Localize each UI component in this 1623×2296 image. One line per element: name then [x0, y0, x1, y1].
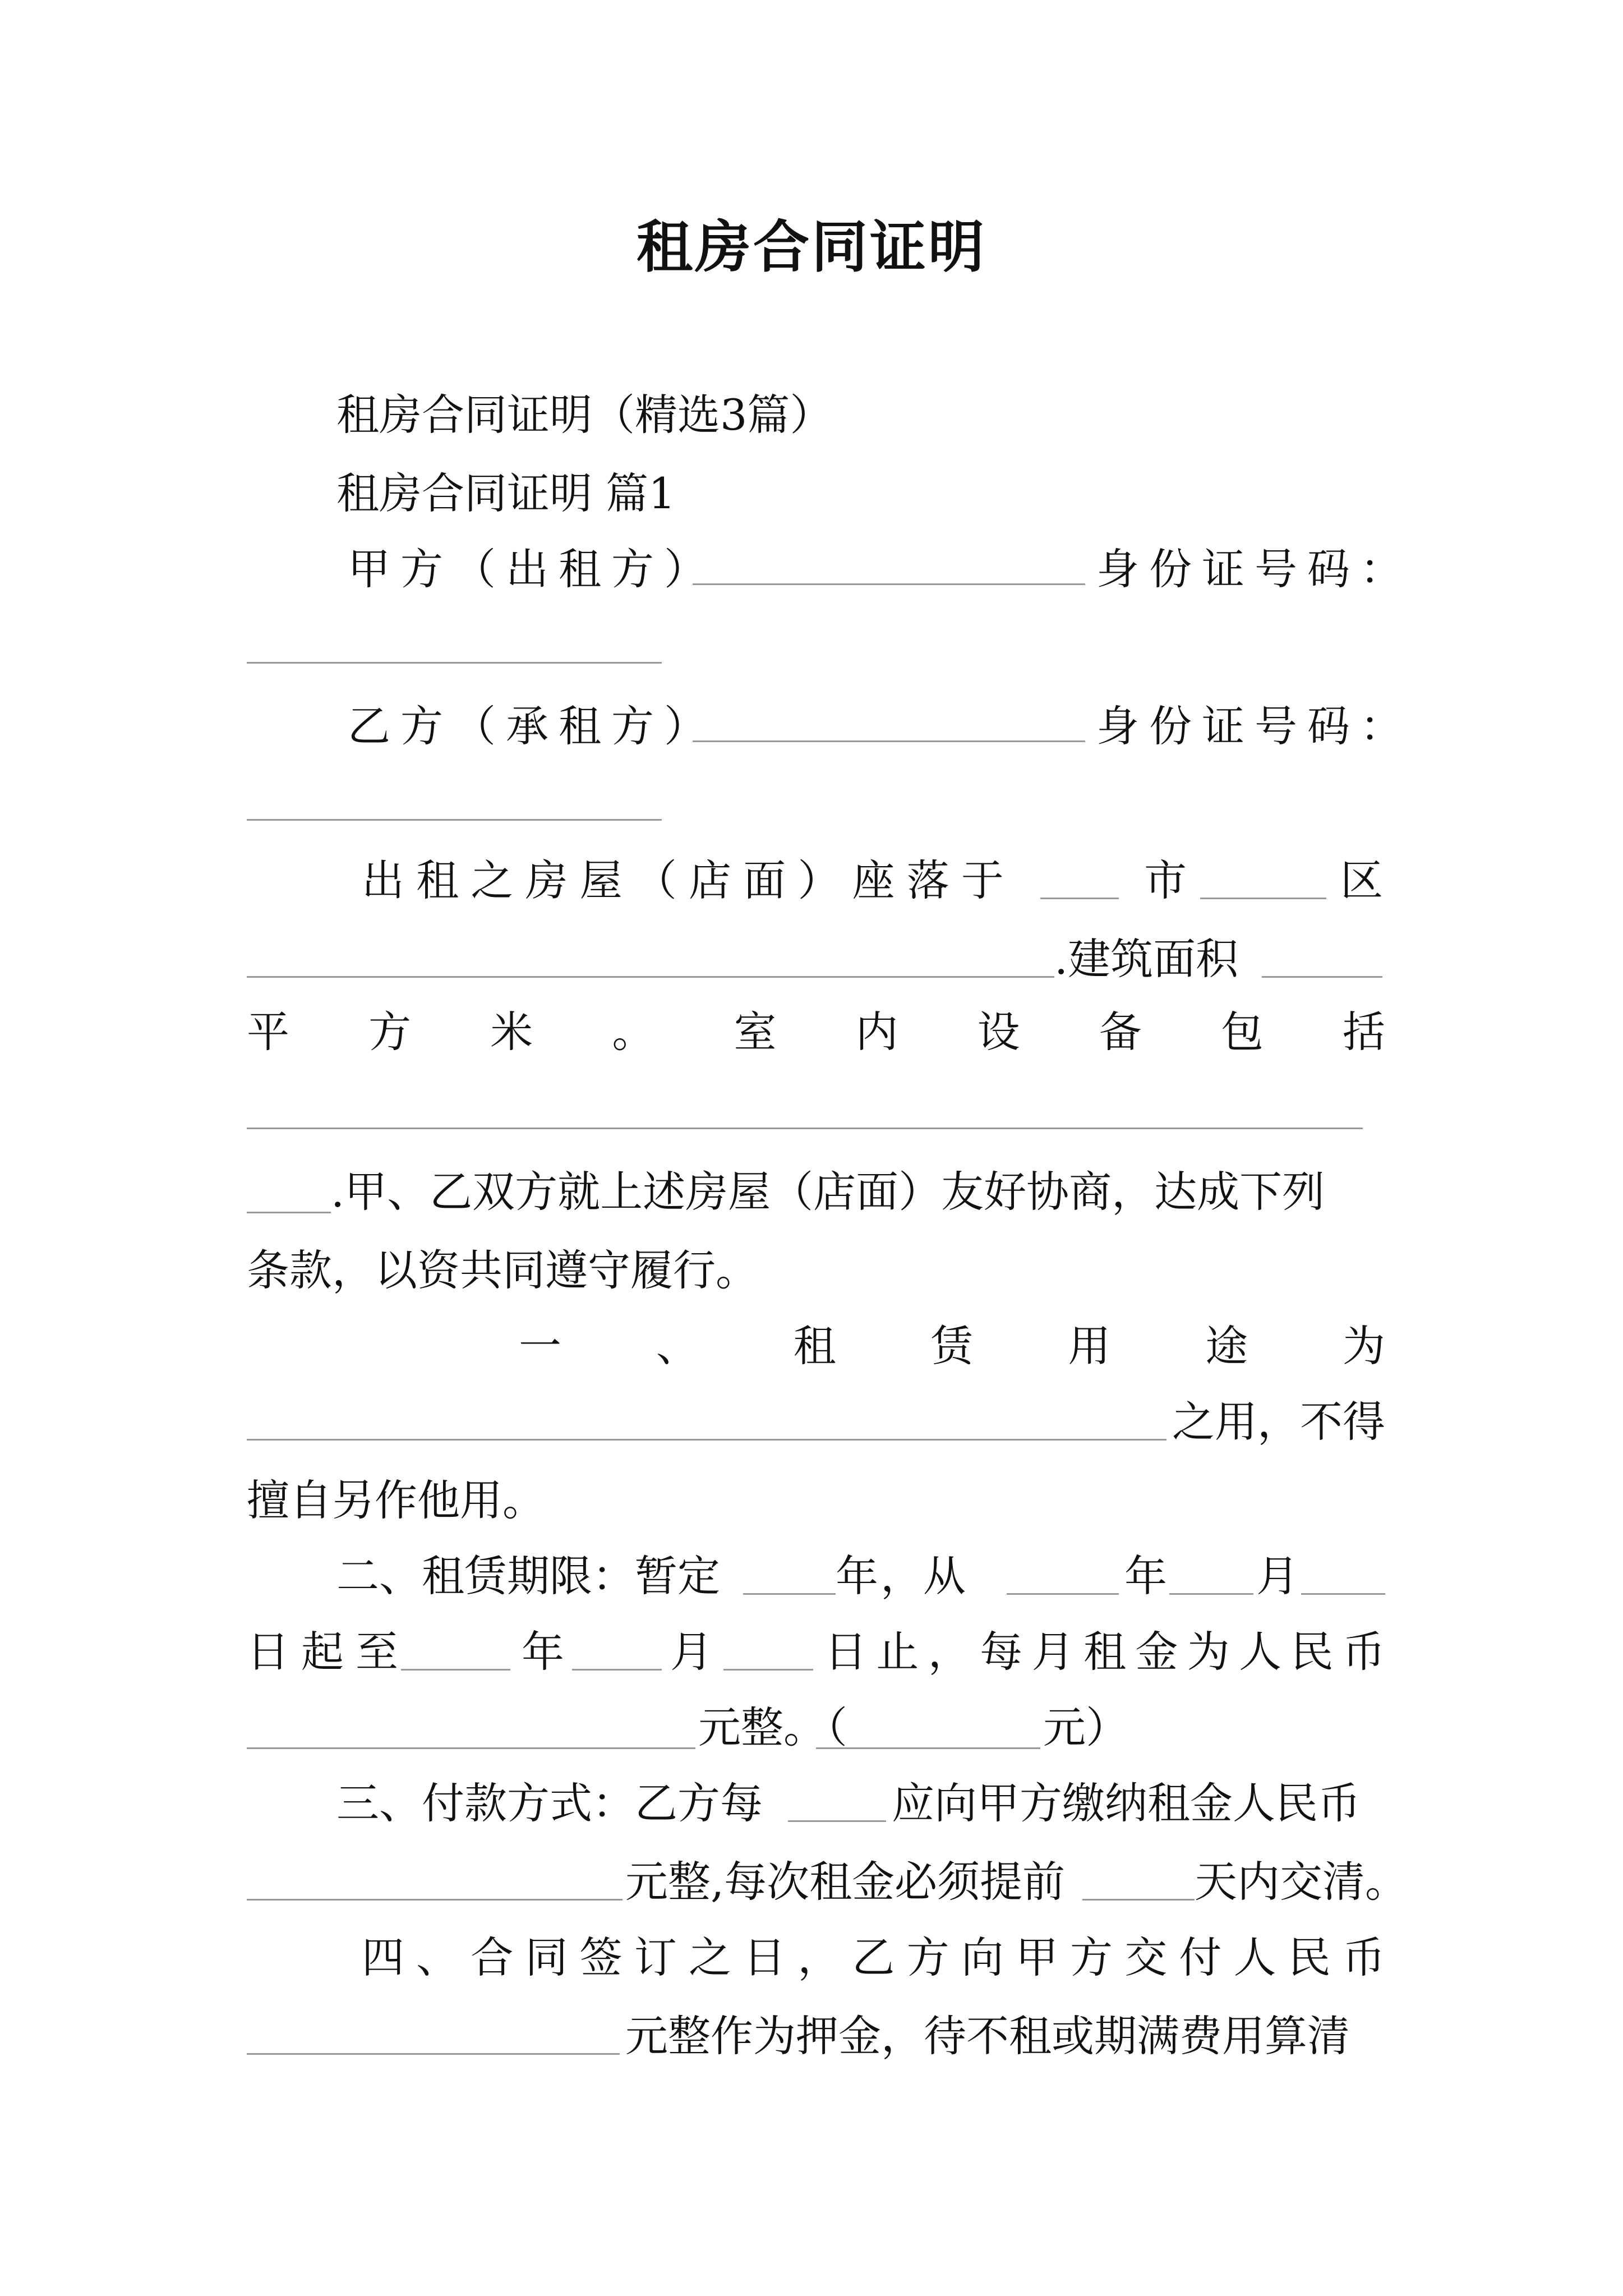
end-month-blank — [572, 1669, 662, 1671]
city-label: 市 — [1144, 855, 1187, 905]
clause-3-text: 应向甲方缴纳租金人民币 — [892, 1778, 1361, 1828]
party-b-label: 乙方（承租方） — [348, 701, 717, 751]
end-day-blank — [723, 1669, 813, 1671]
year-label: 年 — [836, 1551, 878, 1601]
clause-1-line-3: 擅自另作他用。 — [247, 1475, 545, 1525]
document-title: 租房合同证明 — [637, 214, 986, 280]
purpose-blank — [247, 1439, 1166, 1441]
start-month-label: 月 — [1256, 1551, 1299, 1601]
from-label: ，从 — [880, 1551, 966, 1601]
rent-yuan-label: 元整。（ — [698, 1703, 847, 1752]
term-years-blank — [743, 1593, 836, 1595]
party-b-name-blank — [693, 740, 1085, 742]
start-year-blank — [1007, 1593, 1119, 1595]
deposit-amount-blank — [247, 2053, 620, 2055]
term-row2-start: 日 起 至 — [247, 1627, 398, 1677]
party-a-id-blank — [247, 662, 662, 664]
agreement-line-1: .甲、乙双方就上述房屋（店面）友好协商，达成下列 — [331, 1167, 1325, 1217]
document-subtitle: 租房合同证明（精选3篇） — [336, 390, 833, 440]
clause-2-label: 二、租赁期限：暂定 — [336, 1551, 720, 1601]
district-label: 区 — [1340, 855, 1383, 905]
clause-3-text-3: 天内交清。 — [1195, 1857, 1408, 1907]
rent-yuan-close: 元） — [1043, 1703, 1128, 1752]
term-row2-tail: 日 止 ， 每 月 租 金 为 人 民 币 — [824, 1627, 1385, 1677]
payment-amount-blank — [247, 1899, 623, 1901]
end-month-label: 月 — [670, 1627, 713, 1677]
clause-1-line-2: 之用，不得 — [1172, 1397, 1385, 1447]
start-day-blank — [1301, 1593, 1385, 1595]
clause-3-text-2: 元整,每次租金必须提前 — [625, 1857, 1066, 1907]
start-month-blank — [1169, 1593, 1253, 1595]
rent-figure-blank — [816, 1747, 1040, 1749]
party-b-id-label: 身份证号码： — [1096, 701, 1413, 751]
clause-4-line-2: 元整作为押金，待不租或期满费用算清 — [625, 2011, 1350, 2061]
district-blank — [1200, 898, 1326, 899]
city-blank — [1040, 898, 1119, 899]
end-year-label: 年 — [522, 1627, 564, 1677]
location-label: 出 租 之 房 屋 （ 店 面 ） 座 落 于 — [362, 855, 1004, 905]
area-blank — [1262, 976, 1382, 978]
payment-days-blank — [1082, 1899, 1195, 1901]
start-year-label: 年 — [1124, 1551, 1167, 1601]
party-a-name-blank — [693, 583, 1085, 585]
agreement-line-2: 条款，以资共同遵守履行。 — [247, 1245, 758, 1295]
clause-4-line-1: 四 、 合 同 签 订 之 日 ， 乙 方 向 甲 方 交 付 人 民 币 — [362, 1932, 1385, 1982]
address-blank — [247, 976, 1054, 978]
facilities-line: 平 方 米 。 室 内 设 备 包 括 — [247, 1007, 1385, 1057]
payment-period-blank — [788, 1820, 886, 1822]
facilities-blank-tail — [247, 1212, 331, 1213]
facilities-blank — [247, 1128, 1363, 1129]
party-a-id-label: 身份证号码： — [1096, 544, 1413, 594]
rent-amount-blank — [247, 1747, 695, 1749]
section-heading: 租房合同证明 篇1 — [336, 468, 676, 518]
clause-1-line-1: 一 、 租 赁 用 途 为 — [519, 1321, 1385, 1371]
party-a-label: 甲方（出租方） — [348, 544, 717, 594]
clause-3-label: 三、付款方式：乙方每 — [336, 1778, 763, 1828]
end-year-blank — [401, 1669, 510, 1671]
area-label: .建筑面积 — [1054, 934, 1239, 984]
party-b-id-blank — [247, 819, 662, 821]
